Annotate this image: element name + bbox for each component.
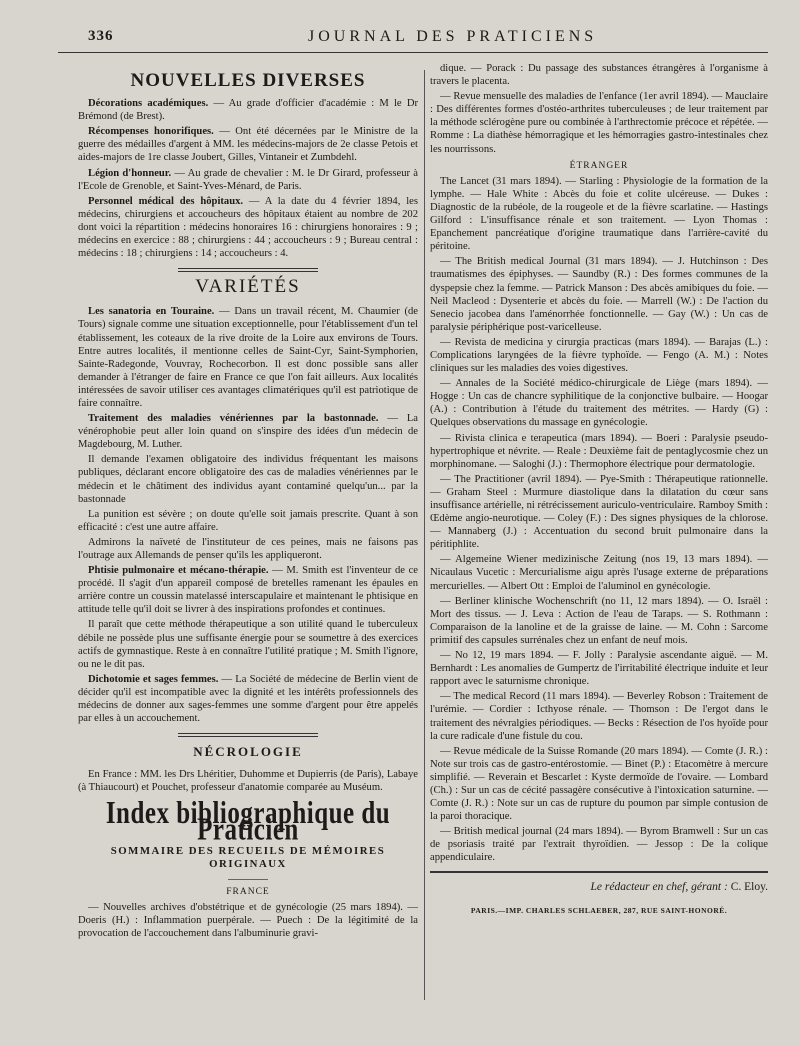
bib-entry: — Revue mensuelle des maladies de l'enfance (1er avril 1894). — Mauclaire : Des différentes formes d'ostéo-arthrites tuberculeuses ; de leur traitement par la méthode sclérogène pure ou combinée à l'arthrectomie précoce et répétée. — Romme : La diathèse hémorragique et les hémorragies gastro-intestinales chez les nourrissons. bbox=[430, 91, 768, 155]
variete-item bbox=[78, 508, 418, 534]
variete-text: — Dans un travail récent, M. Chaumier (de Tours) signale comme une situation exceptionnelle, pour l'établissement d'un tel établissement, les coteaux de la rive droite de la Loire aux environs de Tours. Entre autres localités, il mentionne celles de Saint-Cyr, Saint-Symphorien, Sainte-Radegonde, Vouvray, Rochecorbon. Il est donc possible sans aller demander à l'étranger de faire en France ce que l'on fait ailleurs. Aux localités intéressées de savoir utiliser ces avantages climatériques qu'il est patriotique de faire connaître. bbox=[78, 306, 418, 409]
page-header bbox=[58, 28, 768, 54]
news-lead: Récompenses honorifiques. bbox=[88, 126, 214, 138]
bib-entry: — Algemeine Wiener medizinische Zeitung (nos 19, 13 mars 1894). — Nicaulaus Vucetic : Mercurialisme aigu après l'usage externe de préparations mercurielles. — Albert Ott : Emploi de l'aluminol en gynécologie. bbox=[430, 554, 768, 592]
varietes-list bbox=[78, 305, 418, 725]
journal-title: JOURNAL DES PRATICIENS bbox=[308, 28, 598, 45]
news-item bbox=[78, 167, 418, 193]
variete-item bbox=[78, 564, 418, 616]
bib-entry: — Rivista clinica e terapeutica (mars 1894). — Boeri : Paralysie pseudo-hypertrophique et névrite. — Reale : Deuxième fait de pentaglycosmie chez un morphinomane. — Saloghi (J.) : Thermophore électrique pour dermatologie. bbox=[430, 432, 768, 470]
news-lead: Personnel médical des hôpitaux. bbox=[88, 195, 244, 207]
variete-text: Admirons la naïveté de l'instituteur de ces peines, mais ne faisons pas l'outrage aux Allemands de penser qu'ils les appliqueront. bbox=[78, 536, 418, 561]
bib-entry: — No 12, 19 mars 1894. — F. Jolly : Paralysie ascendante aiguë. — M. Bernhardt : Les anomalies de Gumpertz de l'irritabilité électrique induite et leur rapport avec le saturnisme chronique. bbox=[430, 650, 768, 688]
news-item bbox=[78, 195, 418, 260]
section-title-varietes: VARIÉTÉS bbox=[195, 276, 301, 298]
index-title: Index bibliographique du Praticien bbox=[105, 796, 391, 847]
news-lead: Décorations académiques. bbox=[88, 98, 209, 110]
variete-text: La punition est sévère ; on doute qu'elle soit jamais prescrite. Quant à son efficacité : c'est une autre affaire. bbox=[78, 508, 418, 533]
bib-entry: — The medical Record (11 mars 1894). — Beverley Robson : Traitement de l'urémie. — Cordier : Icthyose rénale. — Thomson : De l'ergot dans le traitement des névralgies périodiques. — Becks : Résection de l'os hyoïde pour la cure radicale d'une fistule du cou. bbox=[430, 691, 768, 742]
variete-text: — La vénérophobie peut aller loin quand on s'inspire des idées d'un médecin de Magdebourg, M. Luther. bbox=[78, 413, 418, 451]
signature-name: C. Eloy. bbox=[730, 880, 768, 893]
necrologie-text: En France : MM. les Drs Lhéritier, Duhomme et Dupierris (de Paris), Labaye (à Thiaucourt) et Pouchet, professeur d'anatomie comparée au Muséum. bbox=[78, 769, 418, 794]
variete-text: Il demande l'examen obligatoire des individus fréquentant les maisons publiques, déclarant encore obligatoire des cas de maladies vénériennes par le médecin et le châtiment des individus ayant contaminé quelqu'un... par la bastonnade bbox=[78, 454, 418, 505]
news-lead: Légion d'honneur. bbox=[88, 167, 172, 179]
news-text: — Au grade d'officier d'académie : M le Dr Brémond (de Brest). bbox=[78, 98, 419, 123]
section-divider bbox=[178, 733, 318, 737]
signature-label: Le rédacteur en chef, gérant : bbox=[590, 880, 728, 893]
variete-item bbox=[78, 536, 418, 562]
france-text: — Nouvelles archives d'obstétrique et de gynécologie (25 mars 1894). — Doeris (H.) : Inflammation puerpérale. — Puech : De la légitimité de la provocation de l'accouchement dans l'albuminurie gravi- bbox=[78, 901, 418, 940]
mini-rule bbox=[228, 879, 268, 880]
section-divider bbox=[178, 268, 318, 272]
variete-lead: Les sanatoria en Touraine. bbox=[88, 306, 215, 318]
left-column bbox=[78, 62, 418, 940]
variete-item bbox=[78, 453, 418, 505]
france-heading: FRANCE bbox=[226, 886, 270, 897]
news-item bbox=[78, 125, 418, 164]
printer-imprint: PARIS.—IMP. CHARLES SCHLAEBER, 287, RUE SAINT-HONORÉ. bbox=[470, 905, 728, 915]
sommaire-heading: SOMMAIRE DES RECUEILS DE MÉMOIRES ORIGINAUX bbox=[110, 844, 386, 870]
variete-text: — M. Smith est l'inventeur de ce procédé. Il s'agit d'un appareil composé de bretelles ramenant les épaules en arrière contre un coussin matelassé interscapulaire et maintenant le phtisique en attitude telle qu'il doit se livrer à des inspirations profondes et continues. bbox=[78, 565, 418, 616]
bib-entry: — The British medical Journal (31 mars 1894). — J. Hutchinson : Des traumatismes des épiphyses. — Saundby (R.) : Des formes communes de la dyspepsie chez la femme. — Patrick Manson : Des abcès amibiques du foie. — Neil Macleod : Dysenterie et abcès du foie. — Marrell (W.) : De l'action du Senecio jacobea dans l'aménorrhée fonctionnelle. — Gay (W.) : Un cas de paralysie périphérique post-varicelleuse. bbox=[430, 256, 768, 333]
variete-text: Il paraît que cette méthode thérapeutique a son utilité quand le tuberculeux débile ne possède plus une suffisante énergie pour se soumettre à des exercices actifs de gymnastique. Reste à en connaître l'utilité pratique ; M. Smith l'ignore, ou ne le dit pas. bbox=[78, 619, 418, 670]
variete-text: — La Société de médecine de Berlin vient de décider qu'il est incompatible avec la dignité et les intérêts professionnels des médecins de donner aux sages-femmes une somme d'argent pour être appelés par elles à un accouchement. bbox=[78, 673, 418, 725]
variete-item bbox=[78, 412, 418, 451]
variete-lead: Phtisie pulmonaire et mécano-thérapie. bbox=[88, 565, 269, 577]
footer-rule bbox=[430, 871, 768, 873]
variete-item bbox=[78, 305, 418, 410]
bib-entry: dique. — Porack : Du passage des substances étrangères à l'organisme à travers le placenta. bbox=[430, 63, 768, 88]
variete-item bbox=[78, 618, 418, 670]
column-divider bbox=[424, 70, 425, 1000]
bib-entry: — British medical journal (24 mars 1894). — Byrom Bramwell : Sur un cas de psoriasis traité par l'extrait thyroïdien. — Jessop : De la colique appendiculaire. bbox=[430, 826, 768, 864]
nouvelles-list bbox=[78, 97, 418, 260]
bib-entry: — Revue médicale de la Suisse Romande (20 mars 1894). — Comte (J. R.) : Note sur trois cas de gastro-entérostomie. — Binet (P.) : Etacomètre à mercure simplifié. — Reverain et Bescarlet : Kyste dermoïde de l'ovaire. — Lombard (Ch.) : Sur un cas de cécité passagère consécutive à l'intoxication saturnine. — Comte (J. R.) : Note sur un cas de rupture du poumon par simple contusion de la paroi thoracique. bbox=[430, 745, 768, 823]
editor-signature bbox=[430, 881, 768, 894]
right-column bbox=[430, 62, 768, 917]
variete-item bbox=[78, 673, 418, 725]
etranger-heading: ÉTRANGER bbox=[569, 160, 629, 171]
news-item bbox=[78, 97, 418, 123]
bib-entry: — Annales de la Société médico-chirurgicale de Liège (mars 1894). — Hogge : Un cas de chancre syphilitique de la conjonctive bulbaire. — Hoogar (A.) : Contribution à l'étude du traitement des métrites. — Hardy (G) : Quelques observations du massage en gynécologie. bbox=[430, 378, 768, 429]
bib-entry: — The Practitioner (avril 1894). — Pye-Smith : Thérapeutique rationnelle. — Graham Steel : Murmure diastolique dans la dilatation du cœur sans insuffisance artérielle, ni rétrécissement auriculo-ventriculaire. Ramboy Smith : Œdème angio-neurotique. — Coley (F.) : Des signes physiques de la chlorose. — Mannaberg (J.) : Accentuation du second bruit pulmonaire dans la péritiphlite. bbox=[430, 473, 768, 551]
bib-entry: The Lancet (31 mars 1894). — Starling : Physiologie de la formation de la lymphe. — Hale White : Abcès du foie et colite ulcéreuse. — Dukes : Diagnostic de la rubéole, de la rougeole et de la fièvre scarlatine. — Hastings Gilford : L'insuffisance rénale et son traitement. — Lyon Thomas : Epanchement pancréatique d'origine traumatique dans l'arrière-cavité du péritoine. bbox=[430, 175, 768, 253]
variete-lead: Traitement des maladies vénériennes par la bastonnade. bbox=[88, 413, 379, 425]
page-number: 336 bbox=[88, 28, 114, 44]
news-text: — A la date du 4 février 1894, les médecins, chirurgiens et accoucheurs des hôpitaux étaient au nombre de 202 dont voici la répartition : médecins honoraires 16 : chirurgiens honoraires : 9 ; médecins en exercice : 88 ; chirurgiens : 44 ; accoucheurs : 9 ; Bureau central : médecins : 18 ; chirurgiens : 14 ; accoucheurs : 4. bbox=[78, 195, 418, 260]
bib-entry: — Revista de medicina y cirurgia practicas (mars 1894). — Barajas (L.) : Complications laryngées de la fièvre typhoïde. — Fengo (A. M.) : Notes cliniques sur les maladies des voies digestives. bbox=[430, 336, 768, 375]
news-text: — Au grade de chevalier : M. le Dr Girard, professeur à l'Ecole de Grenoble, et Saint-Yves-Ménard, de Paris. bbox=[78, 167, 418, 192]
bib-entry: — Berliner klinische Wochenschrift (no 11, 12 mars 1894). — O. Israël : Mort des tissus. — J. Leva : Action de l'eau de Taraps. — S. Rothmann : Comparaison de la lanoline et de la graisse de laine. — M. Cohn : Sarcome primitif des capsules surrénales chez un enfant de neuf mois. bbox=[430, 595, 768, 646]
section-title-nouvelles: NOUVELLES DIVERSES bbox=[130, 70, 366, 91]
header-rule bbox=[58, 52, 768, 53]
variete-lead: Dichotomie et sages femmes. bbox=[88, 673, 219, 685]
section-title-necrologie: NÉCROLOGIE bbox=[193, 744, 303, 760]
news-text: — Ont été décernées par le Ministre de la guerre des médailles d'argent à MM. les médecins-majors de 2e classe Petois et aides-majors de 1re classe Joubert, Gilles, Vintaneir et Zumbdehl. bbox=[78, 126, 418, 164]
